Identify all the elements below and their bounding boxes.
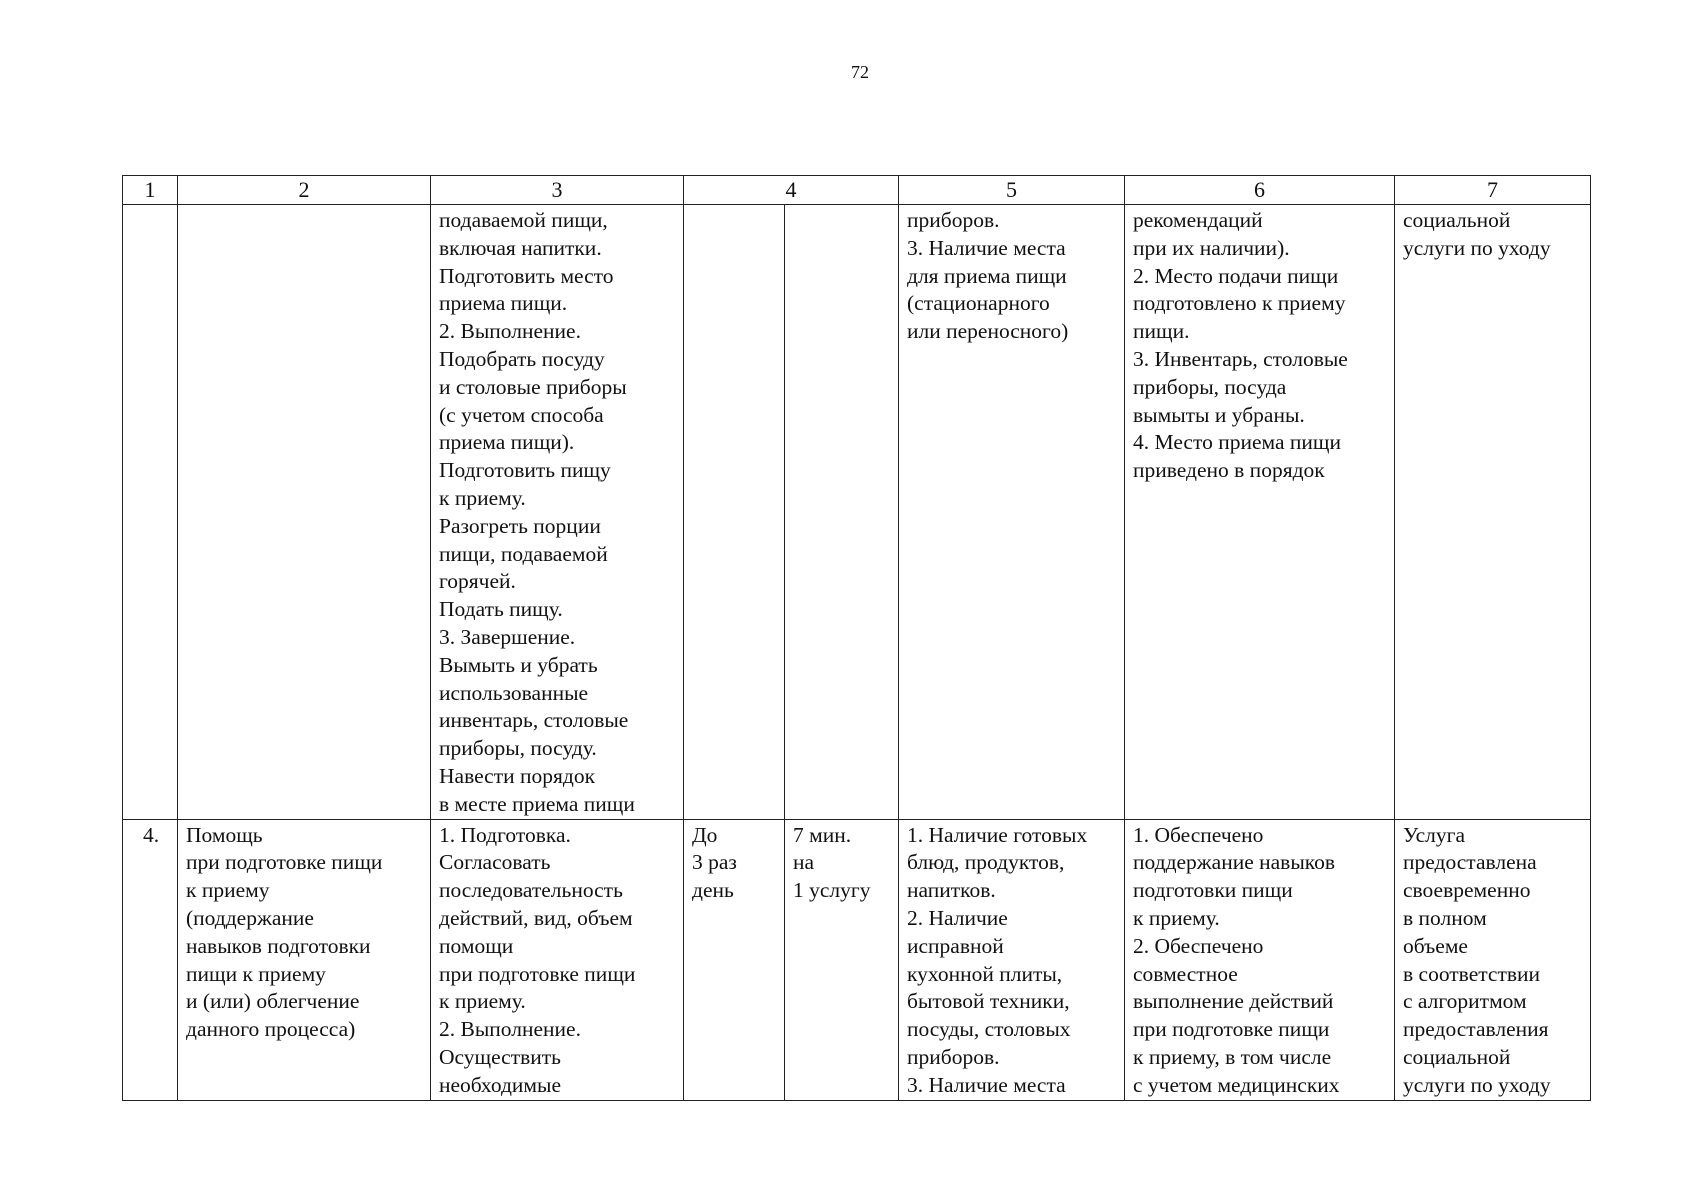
- cell-service-name: [178, 205, 431, 820]
- column-header-2: 2: [178, 176, 431, 205]
- column-header-3: 3: [431, 176, 684, 205]
- column-header-1: 1: [123, 176, 178, 205]
- cell-number: [123, 205, 178, 820]
- cell-time: [785, 205, 899, 820]
- cell-number: 4.: [123, 819, 178, 1100]
- column-header-7: 7: [1395, 176, 1591, 205]
- cell-time: 7 мин. на 1 услугу: [785, 819, 899, 1100]
- column-header-5: 5: [899, 176, 1125, 205]
- table-row: [123, 819, 1591, 1100]
- cell-procedure: подаваемой пищи, включая напитки. Подготовить место приема пищи. 2. Выполнение. Подобрать посуду и столовые приборы (с учетом способа приема пищи). Подготовить пищу к приему. Разогреть порции пищи, подаваемой горячей. Подать пищу. 3. Завершение. Вымыть и убрать использованные инвентарь, столовые приборы, посуду. Навести порядок в месте приема пищи: [431, 205, 684, 820]
- cell-conditions: 1. Наличие готовых блюд, продуктов, напитков. 2. Наличие исправной кухонной плиты, бытовой техники, посуды, столовых приборов. 3. Наличие места: [899, 819, 1125, 1100]
- cell-procedure: 1. Подготовка. Согласовать последовательность действий, вид, объем помощи при подготовке пищи к приему. 2. Выполнение. Осуществить необходимые: [431, 819, 684, 1100]
- cell-conditions: приборов. 3. Наличие места для приема пищи (стационарного или переносного): [899, 205, 1125, 820]
- service-standards-table: [122, 175, 1591, 1101]
- page-number: 72: [851, 62, 869, 82]
- column-header-4: 4: [684, 176, 899, 205]
- table-row: [123, 205, 1591, 820]
- cell-quality: социальной услуги по уходу: [1395, 205, 1591, 820]
- cell-frequency: [684, 205, 785, 820]
- column-header-6: 6: [1125, 176, 1395, 205]
- cell-quality: Услуга предоставлена своевременно в полном объеме в соответствии с алгоритмом предоставления социальной услуги по уходу: [1395, 819, 1591, 1100]
- cell-service-name: Помощь при подготовке пищи к приему (поддержание навыков подготовки пищи к приему и (или) облегчение данного процесса): [178, 819, 431, 1100]
- cell-frequency: До 3 раз день: [684, 819, 785, 1100]
- table-header-row: [123, 176, 1591, 205]
- cell-result: 1. Обеспечено поддержание навыков подготовки пищи к приему. 2. Обеспечено совместное выполнение действий при подготовке пищи к приему, в том числе с учетом медицинских: [1125, 819, 1395, 1100]
- cell-result: рекомендаций при их наличии). 2. Место подачи пищи подготовлено к приему пищи. 3. Инвентарь, столовые приборы, посуда вымыты и убраны. 4. Место приема пищи приведено в порядок: [1125, 205, 1395, 820]
